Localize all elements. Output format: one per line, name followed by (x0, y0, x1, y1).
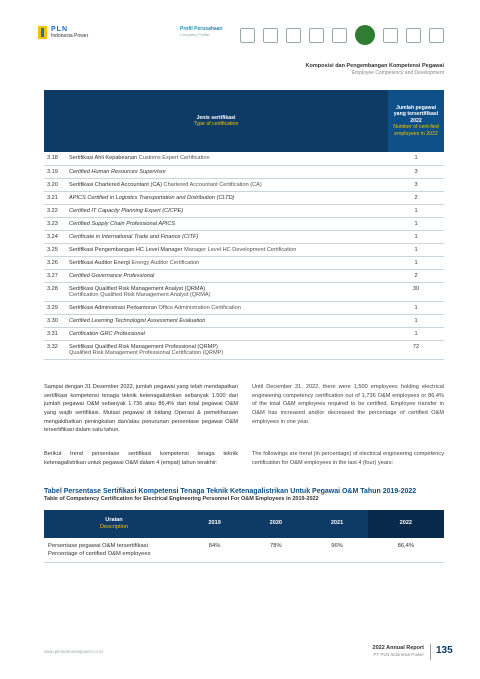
row-number: 3.23 (44, 217, 66, 230)
certification-table (44, 90, 444, 360)
row-number: 3.20 (44, 178, 66, 191)
cert-name-id: Sertifikasi Ahli Kepabeanan (69, 155, 138, 161)
logo-title: PLN (51, 26, 68, 33)
network-icon[interactable] (429, 28, 444, 43)
row-number: 3.29 (44, 301, 66, 314)
row-number: 3.32 (44, 340, 66, 359)
row-number: 3.18 (44, 152, 66, 165)
header-cert-type-en: Type of certification (193, 121, 239, 127)
header-cert-type (44, 90, 388, 152)
cert-name-id: Sertifikasi Pengembangan HC Level Manager (69, 246, 183, 253)
header-year: 2019 (184, 510, 245, 538)
table-row (44, 217, 444, 230)
cert-count: 3 (388, 165, 444, 178)
cert-name-id: Certified Human Resources Supervisor (69, 168, 166, 175)
table-row (44, 314, 444, 327)
row-description-id: Persentase pegawai O&M tersertifikasi (48, 543, 148, 549)
table-row (44, 327, 444, 340)
subsection-subtitle: Employee Competency and Development (351, 69, 444, 76)
footer-report-subtitle: PT PLN Indonesia Power (373, 651, 424, 657)
header-year: 2020 (245, 510, 306, 538)
value-cell: 86,4% (368, 538, 444, 563)
cert-name (66, 301, 388, 314)
cert-name-id: Sertifikasi Qualified Risk Management Professional (QRMP) (69, 343, 218, 350)
row-number: 3.31 (44, 327, 66, 340)
table-row (44, 243, 444, 256)
table-row (44, 165, 444, 178)
table-row (44, 282, 444, 301)
row-number: 3.25 (44, 243, 66, 256)
flag-icon[interactable] (309, 28, 324, 43)
row-number: 3.30 (44, 314, 66, 327)
row-number: 3.27 (44, 269, 66, 282)
people-icon[interactable] (355, 25, 375, 45)
cert-name (66, 340, 388, 359)
logo-subtitle: Indonesia Power (51, 33, 89, 39)
cert-name-id: Sertifikasi Qualified Risk Management Analyst (QRMA) (69, 285, 206, 292)
row-description (44, 538, 184, 563)
subsection-title: Komposisi dan Pengembangan Kompetensi Pegawai (305, 63, 444, 69)
cert-name (66, 230, 388, 243)
percentage-table (44, 510, 444, 563)
cert-count: 30 (388, 282, 444, 301)
cert-name-id: APICS Certified in Logistics Transportation and Distribution (CLTD) (69, 194, 235, 201)
header-cert-count (388, 90, 444, 152)
table-row (44, 191, 444, 204)
table-row (44, 538, 444, 563)
lightning-logo-icon (38, 26, 47, 39)
row-description-en: Percentage of certified O&M employees (48, 551, 151, 558)
cert-name (66, 282, 388, 301)
row-number: 3.26 (44, 256, 66, 269)
section-label (180, 27, 223, 37)
chart-icon[interactable] (263, 28, 278, 43)
cert-name-id: Certified Supply Chain Professional APICS (69, 220, 176, 227)
footer-url[interactable]: www.plnindonesiapower.co.id (44, 649, 103, 654)
section-title: Profil Perusahaan (180, 26, 223, 32)
cert-name-id: Certified Governance Professional (69, 272, 155, 279)
cert-name (66, 269, 388, 282)
table-row (44, 269, 444, 282)
header-description-id: Uraian (105, 516, 123, 523)
cert-name (66, 314, 388, 327)
cert-name (66, 152, 388, 165)
building-icon[interactable] (332, 28, 347, 43)
row-number: 3.19 (44, 165, 66, 178)
row-number: 3.21 (44, 191, 66, 204)
cert-name (66, 217, 388, 230)
cert-count: 1 (388, 243, 444, 256)
cert-count: 1 (388, 204, 444, 217)
cert-name-en: Chartered Accountant Certification (CA) (163, 181, 262, 188)
cert-name-en: Certification Qualified Risk Management Analyst (QRMA) (69, 291, 211, 298)
percentage-table-title-en: Table of Competency Certification for Electrical Engineering Personnel For O&M Employees in 2019-2022 (44, 496, 319, 503)
footer-report-title: 2022 Annual Report (372, 645, 424, 651)
header-year-current: 2022 (368, 510, 444, 538)
cert-name-en: Qualified Risk Management Professional Certification (QRMP) (69, 349, 224, 356)
cert-count: 3 (388, 178, 444, 191)
cert-name-id: Sertifikasi Auditor Energi (69, 259, 130, 266)
cert-name (66, 178, 388, 191)
table-row (44, 301, 444, 314)
percentage-table-title-id: Tabel Persentase Sertifikasi Kompetensi Tenaga Teknik Ketenagalistrikan Untuk Pegawai O&M Tahun 2019-2022 (44, 488, 417, 495)
cert-name (66, 327, 388, 340)
cert-name-id: Certified IT Capacity Planning Expert (CICPE) (69, 207, 184, 214)
table-row (44, 340, 444, 359)
cert-name (66, 243, 388, 256)
paragraph-summary-id: Sampai dengan 31 Desember 2022, jumlah pegawai yang telah mendapatkan sertifikasi kompetensi tenaga teknik ketenagalistrikan sebanyak 1.500 dari jumlah pegawai O&M sebanyak 1.736 atau 86,4% dari total pegawai O&M yang wajib sertifikasi. Mutasi pegawai di bidang Operasi & pemeliharaan mengakibatkan peningkatan dan/atau penurunan persentase pegawai O&M tersertifikasi dalam satu tahun. (44, 384, 238, 434)
cert-count: 1 (388, 152, 444, 165)
cert-name-en: Manager Level HC Development Certification (184, 246, 297, 253)
cert-count: 1 (388, 314, 444, 327)
cert-count: 1 (388, 217, 444, 230)
cert-name (66, 256, 388, 269)
row-number: 3.24 (44, 230, 66, 243)
paragraph-trend-en: The followings are trend (in percentage) of electrical engineering competency certification for O&M employees in the last 4 (four) years: (252, 451, 444, 466)
cert-count: 1 (388, 256, 444, 269)
cert-name-id: Certificate in International Trade and Finance (CITF) (69, 233, 199, 240)
percentage-table-title (44, 487, 444, 503)
value-cell: 78% (245, 538, 306, 563)
header-cert-count-en: Number of certi-fied employees in 2022 (393, 124, 439, 137)
cert-name-en: Energy Auditor Certification (131, 259, 200, 266)
header-description-en: Description (100, 524, 128, 530)
header-year: 2021 (306, 510, 367, 538)
page-header (0, 0, 480, 52)
row-number: 3.28 (44, 282, 66, 301)
book-icon[interactable] (406, 28, 421, 43)
document-icon[interactable] (240, 28, 255, 43)
cert-name-id: Certification GRC Professional (69, 330, 145, 337)
header-cert-count-id: Jumlah pegawai yang tersertifikasi 2022 (393, 104, 439, 124)
cert-name (66, 191, 388, 204)
cert-name (66, 165, 388, 178)
cert-count: 72 (388, 340, 444, 359)
cert-name-id: Sertifikasi Chartered Accountant (CA) (69, 181, 162, 188)
cert-count: 1 (388, 327, 444, 340)
table-row (44, 256, 444, 269)
cert-name-en: Customs Expert Certification (138, 155, 210, 161)
company-logo[interactable] (38, 26, 88, 39)
table-row (44, 152, 444, 165)
table-row (44, 204, 444, 217)
row-number: 3.22 (44, 204, 66, 217)
team-icon[interactable] (383, 28, 398, 43)
cert-count: 1 (388, 230, 444, 243)
subsection-heading (306, 63, 444, 76)
footer-report (373, 645, 424, 657)
cert-name (66, 204, 388, 217)
footer-divider (430, 644, 431, 660)
section-subtitle: Company Profile (180, 31, 210, 37)
header-description (44, 510, 184, 538)
header-cert-type-id: Jenis sertifikasi (196, 114, 236, 121)
paragraph-summary-en: Until December 31, 2022, there were 1,500 employees holding electrical engineering competency certification out of 1,736 O&M employees or 86.4% of the total O&M employees required to be certified. Employee transfer in O&M has increased and/or decreased the percentage of certified O&M employees in one year. (252, 384, 444, 425)
chapter-nav (240, 25, 444, 45)
cert-name-en: Office Administration Certification (158, 304, 241, 311)
value-cell: 84% (184, 538, 245, 563)
paragraph-trend-id: Berikut trend persentase sertifikasi kompetensi tenaga teknik ketenagalistrikan untuk pegawai O&M dalam 4 (empat) tahun terakhir: (44, 451, 238, 466)
cert-name-id: Sertifikasi Administrasi Perkantoran (69, 304, 157, 311)
cert-name-id: Certified Learning Technologist Assessment Evaluation (69, 317, 206, 324)
cert-count: 1 (388, 301, 444, 314)
table-row (44, 178, 444, 191)
cert-count: 2 (388, 269, 444, 282)
page-number: 135 (436, 645, 453, 656)
cert-count: 2 (388, 191, 444, 204)
gear-icon[interactable] (286, 28, 301, 43)
table-row (44, 230, 444, 243)
value-cell: 96% (306, 538, 367, 563)
